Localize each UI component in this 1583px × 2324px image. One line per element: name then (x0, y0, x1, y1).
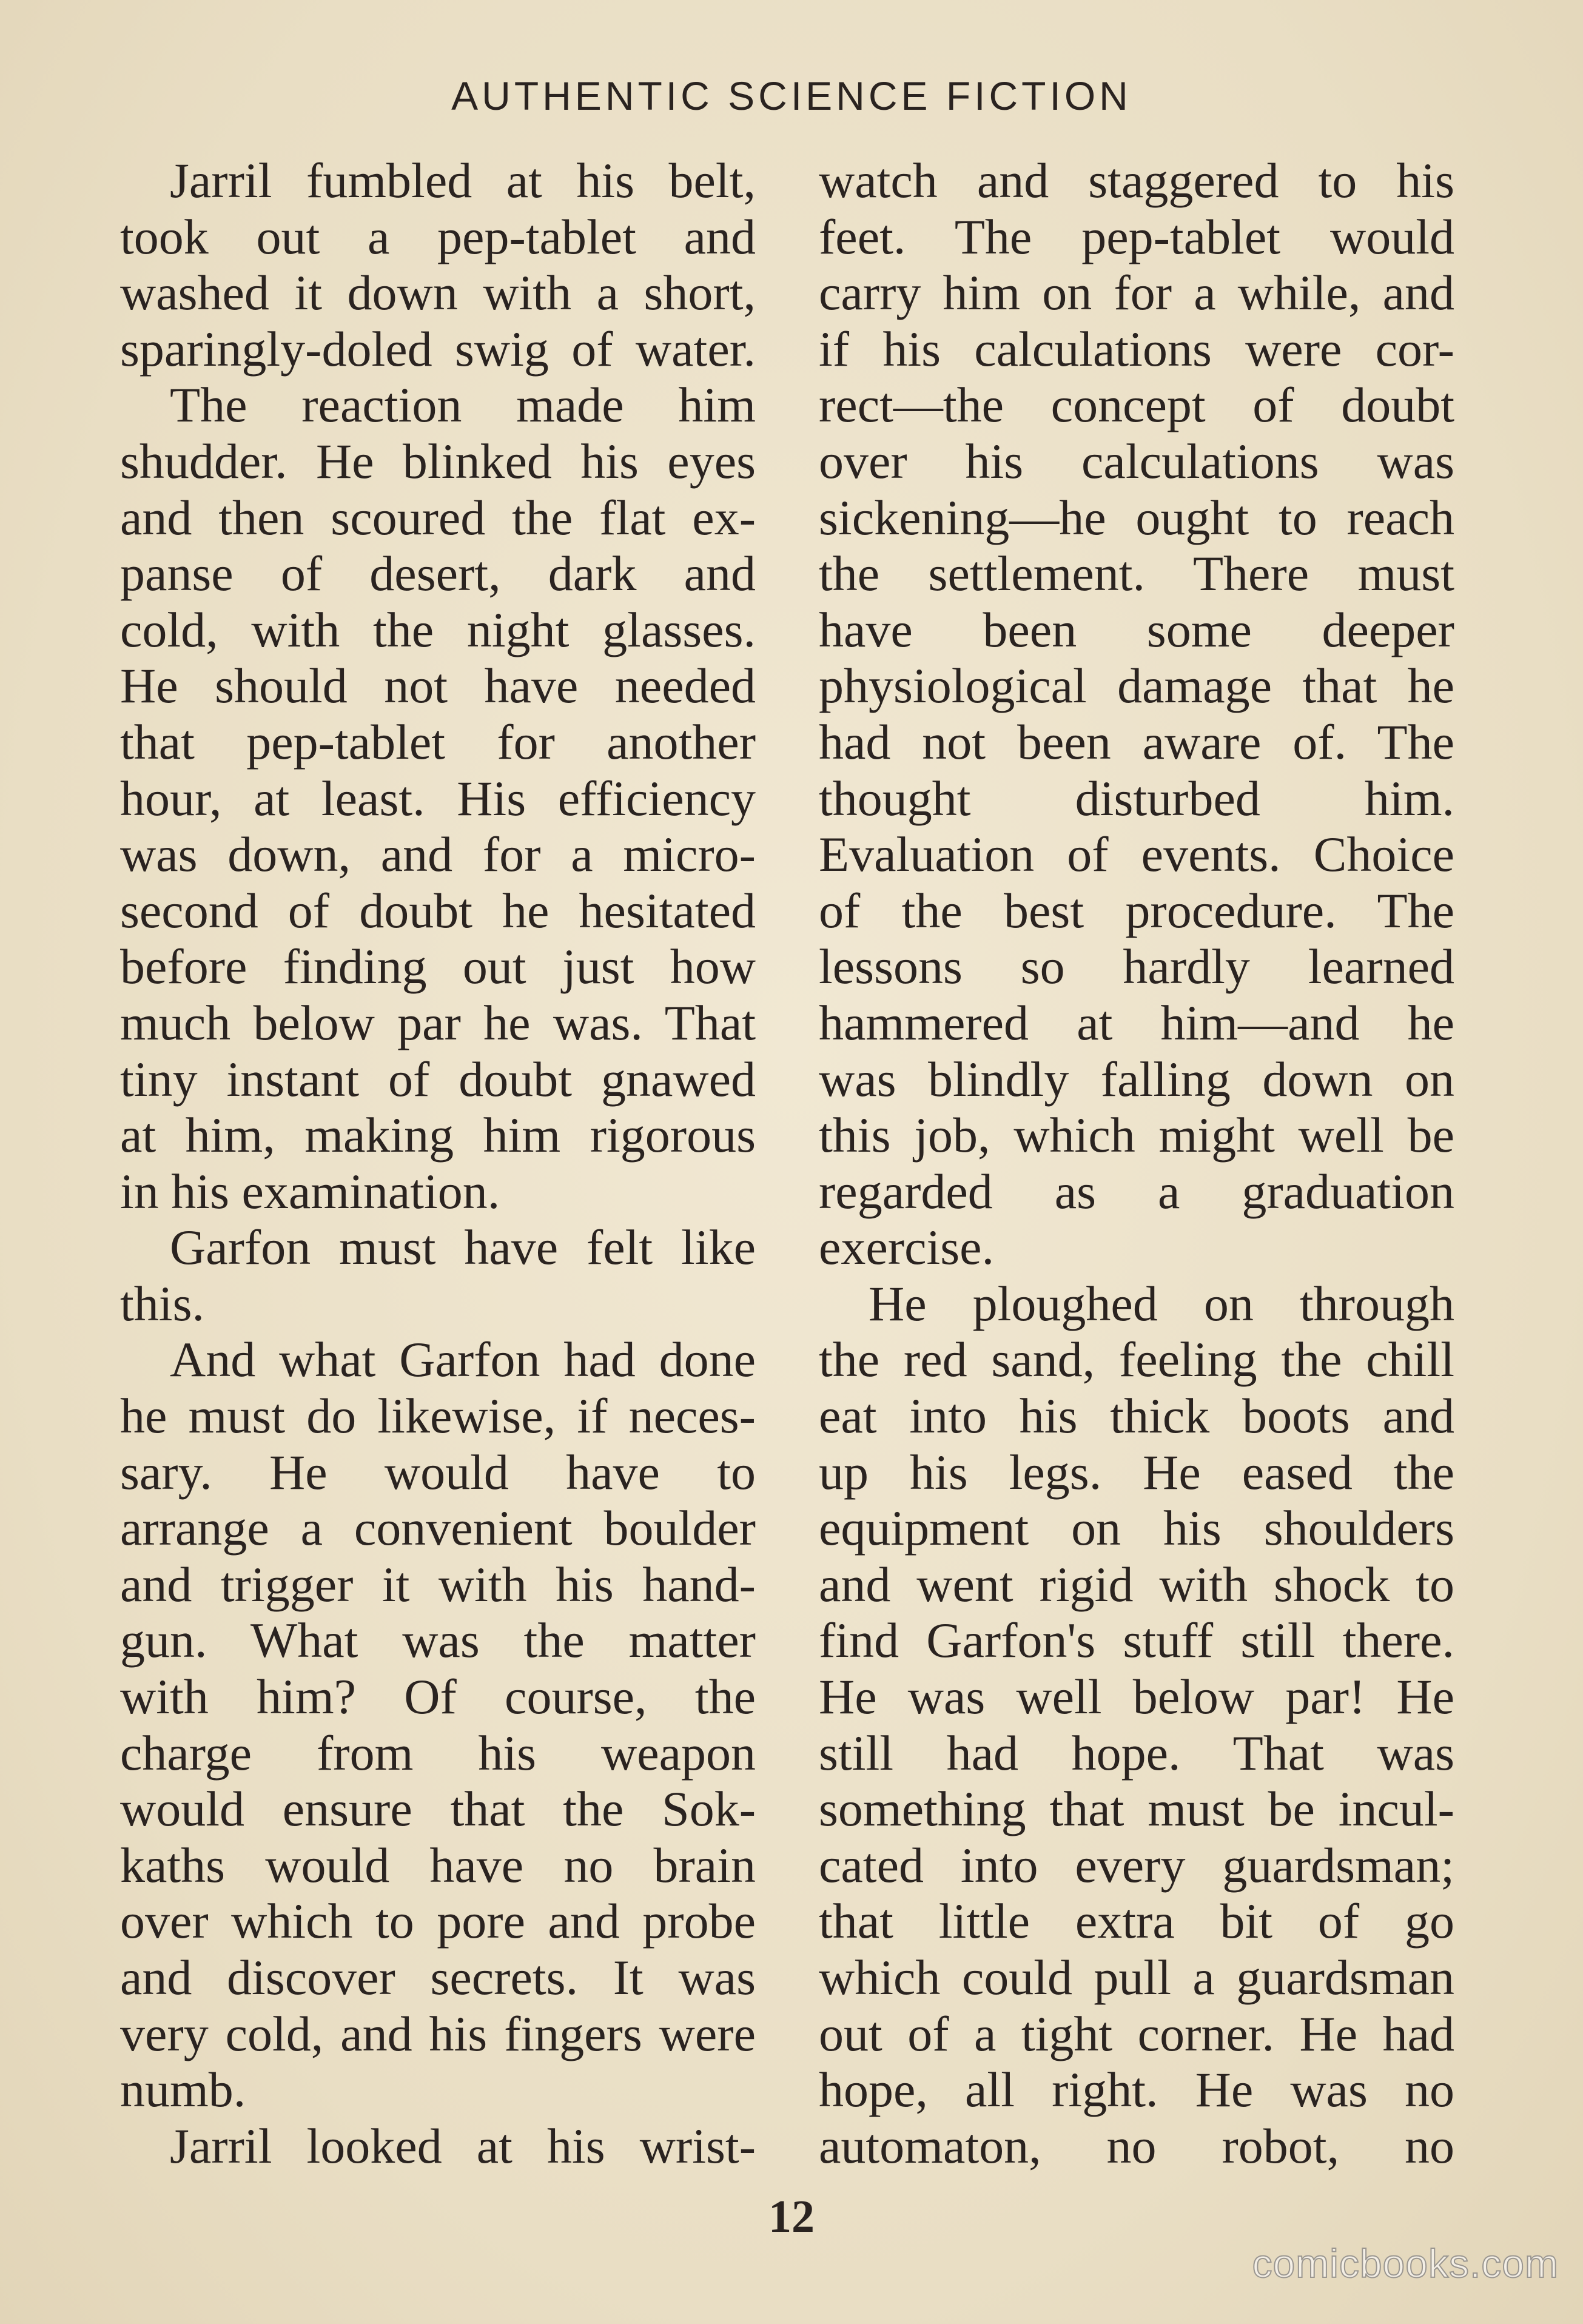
text-line: hammered at him—and he (819, 995, 1454, 1050)
watermark: comicbooks.com (1252, 2241, 1559, 2286)
text-line: was blindly falling down on (819, 1051, 1454, 1107)
text-line: and discover secrets. It was (120, 1950, 756, 2005)
text-line: regarded as a graduation (819, 1163, 1454, 1219)
text-line: tiny instant of doubt gnawed (120, 1051, 756, 1107)
text-line: Evaluation of events. Choice (819, 827, 1454, 882)
text-line: and then scoured the flat ex- (120, 489, 756, 545)
text-line: sparingly-doled swig of water. (120, 321, 756, 377)
text-line: charge from his weapon (120, 1725, 756, 1781)
text-line: over his calculations was (819, 433, 1454, 489)
text-line: And what Garfon had done (170, 1332, 756, 1388)
text-line: exercise. (819, 1220, 995, 1275)
text-line: something that must be incul- (819, 1781, 1454, 1837)
text-line: would ensure that the Sok- (120, 1781, 756, 1837)
text-line: lessons so hardly learned (819, 939, 1454, 995)
text-line: rect—the concept of doubt (819, 377, 1454, 433)
text-line: this. (120, 1275, 204, 1331)
text-line: very cold, and his fingers were (120, 2006, 756, 2061)
text-line: out of a tight corner. He had (819, 2006, 1454, 2061)
text-line: hope, all right. He was no (819, 2062, 1454, 2118)
text-line: he must do likewise, if neces- (120, 1388, 756, 1444)
text-line: thought disturbed him. (819, 770, 1454, 826)
text-line: still had hope. That was (819, 1725, 1454, 1781)
right-column (819, 153, 1454, 2174)
text-line: sary. He would have to (120, 1444, 756, 1500)
text-line: and trigger it with his hand- (120, 1556, 756, 1612)
page-number: 12 (768, 2191, 815, 2242)
text-line: carry him on for a while, and (819, 265, 1454, 321)
text-line: washed it down with a short, (120, 265, 756, 321)
text-line: watch and staggered to his (819, 153, 1454, 208)
text-line: much below par he was. That (120, 995, 756, 1050)
running-head: AUTHENTIC SCIENCE FICTION (451, 73, 1132, 118)
text-line: automaton, no robot, no (819, 2118, 1454, 2174)
text-line: the settlement. There must (819, 546, 1454, 602)
text-line: sickening—he ought to reach (819, 489, 1454, 545)
text-line: equipment on his shoulders (819, 1500, 1454, 1556)
text-line: He should not have needed (120, 658, 756, 714)
text-line: and went rigid with shock to (819, 1556, 1454, 1612)
text-line: this job, which might well be (819, 1107, 1454, 1163)
text-line: took out a pep-tablet and (120, 209, 756, 264)
text-line: with him? Of course, the (120, 1669, 756, 1725)
text-line: Garfon must have felt like (170, 1220, 756, 1275)
text-line: over which to pore and probe (120, 1893, 756, 1949)
text-line: was down, and for a micro- (120, 827, 756, 882)
text-line: hour, at least. His efficiency (120, 770, 756, 826)
text-line: numb. (120, 2062, 246, 2118)
text-line: eat into his thick boots and (819, 1388, 1454, 1444)
text-line: kaths would have no brain (120, 1837, 756, 1893)
text-line: second of doubt he hesitated (120, 882, 756, 938)
text-line: cated into every guardsman; (819, 1837, 1454, 1893)
text-line: had not been aware of. The (819, 714, 1454, 770)
text-line: before finding out just how (120, 939, 756, 995)
text-line: physiological damage that he (819, 658, 1454, 714)
text-line: cold, with the night glasses. (120, 602, 756, 657)
text-line: shudder. He blinked his eyes (120, 433, 756, 489)
text-line: find Garfon's stuff still there. (819, 1613, 1454, 1668)
text-line: He ploughed on through (869, 1275, 1454, 1331)
text-line: at him, making him rigorous (120, 1107, 756, 1163)
text-line: Jarril looked at his wrist- (170, 2118, 756, 2174)
text-line: in his examination. (120, 1163, 500, 1219)
left-column (120, 153, 756, 2174)
text-line: which could pull a guardsman (819, 1950, 1454, 2005)
text-line: Jarril fumbled at his belt, (170, 153, 756, 208)
text-line: The reaction made him (170, 377, 756, 433)
text-line: that little extra bit of go (819, 1893, 1454, 1949)
text-line: that pep-tablet for another (120, 714, 756, 770)
text-line: of the best procedure. The (819, 882, 1454, 938)
text-line: He was well below par! He (819, 1669, 1454, 1725)
text-line: feet. The pep-tablet would (819, 209, 1454, 264)
text-line: panse of desert, dark and (120, 546, 756, 602)
text-line: gun. What was the matter (120, 1613, 756, 1668)
text-line: if his calculations were cor- (819, 321, 1454, 377)
text-line: up his legs. He eased the (819, 1444, 1454, 1500)
text-line: arrange a convenient boulder (120, 1500, 756, 1556)
text-line: the red sand, feeling the chill (819, 1332, 1454, 1388)
text-line: have been some deeper (819, 602, 1454, 657)
